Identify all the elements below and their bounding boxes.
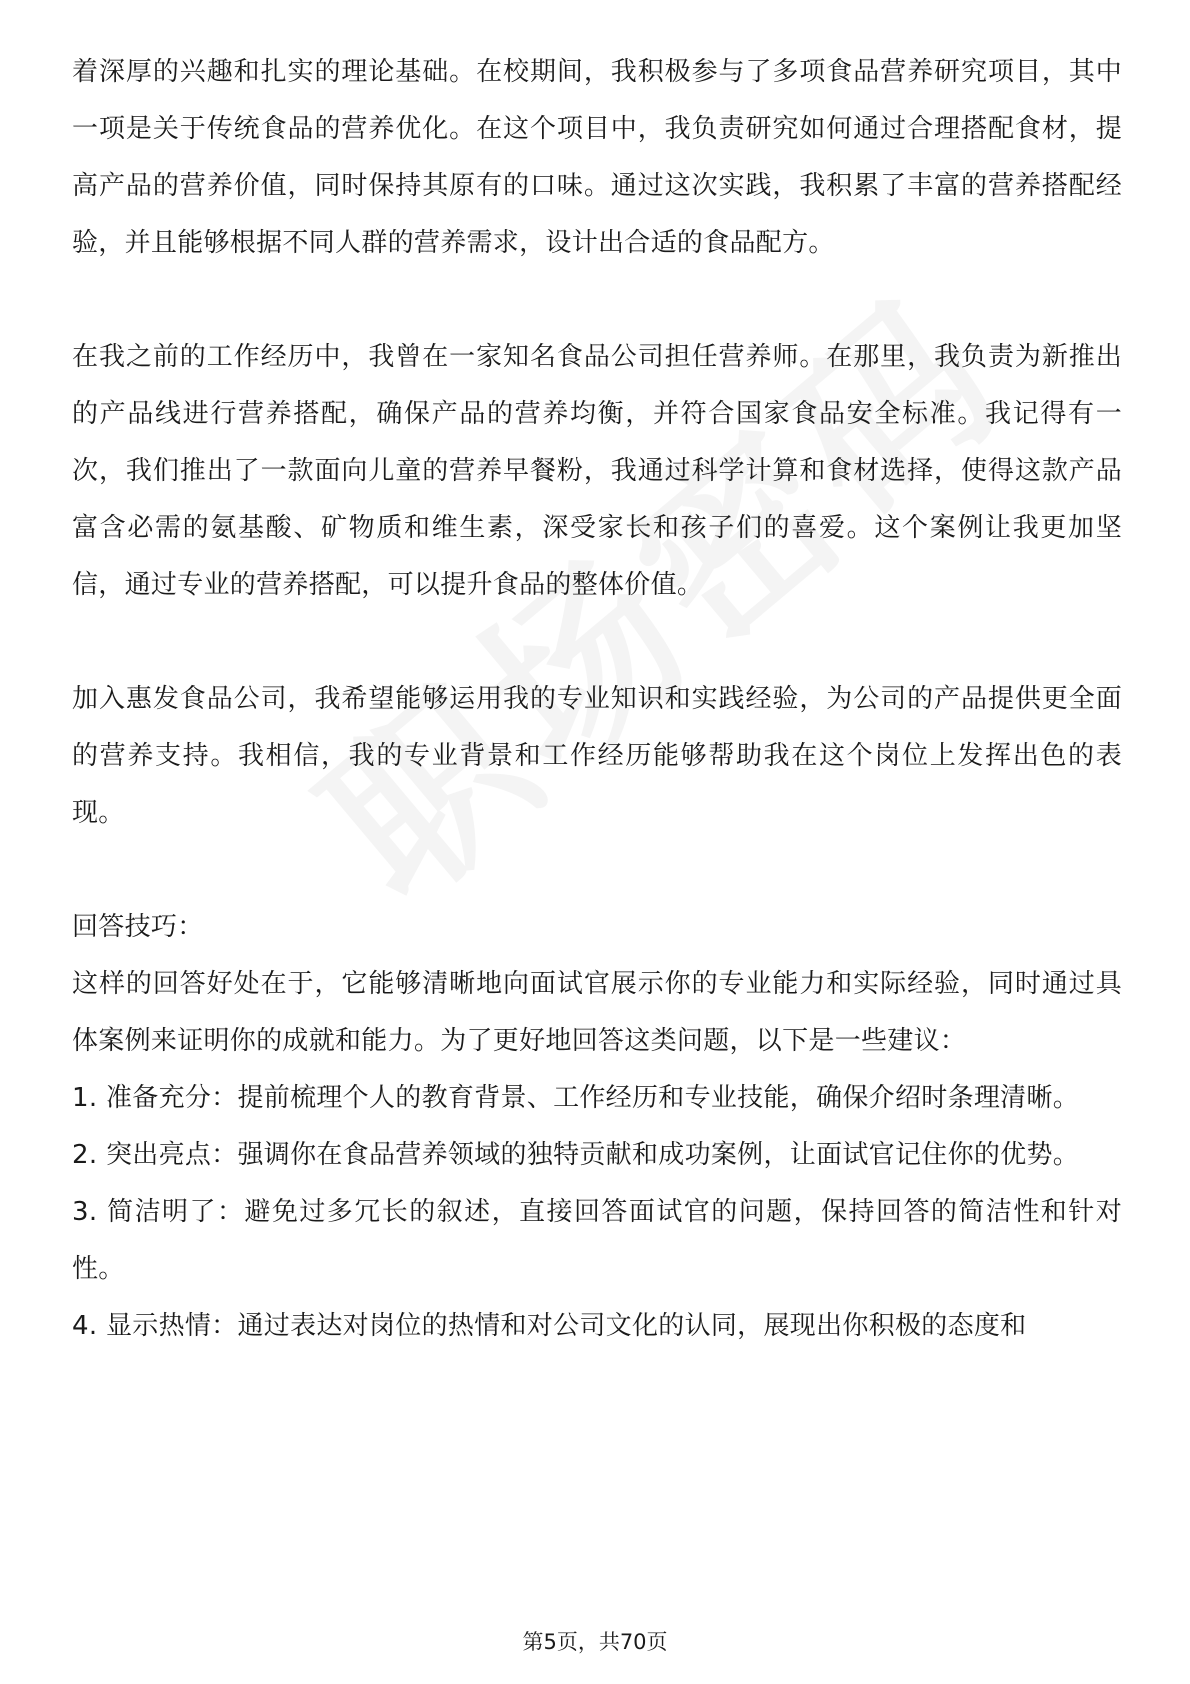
tip-item-2: 2. 突出亮点：强调你在食品营养领域的独特贡献和成功案例，让面试官记住你的优势。 [72, 1140, 1080, 1170]
tip-item-1: 1. 准备充分：提前梳理个人的教育背景、工作经历和专业技能，确保介绍时条理清晰。 [72, 1083, 1080, 1113]
page-number: 第5页，共70页 [522, 1630, 668, 1654]
paragraph-gap [72, 272, 1122, 329]
paragraph-work-experience: 在我之前的工作经历中，我曾在一家知名食品公司担任营养师。在那里，我负责为新推出的产品线进行营养搭配，确保产品的营养均衡，并符合国家食品安全标准。我记得有一次，我们推出了一款面向儿童的营养早餐粉，我通过科学计算和食材选择，使得这款产品富含必需的氨基酸、矿物质和维生素，深受家长和孩子们的喜爱。这个案例让我更加坚信，通过专业的营养搭配，可以提升食品的整体价值。 [72, 342, 1122, 600]
document-body [72, 44, 1122, 1355]
tip-item-4: 4. 显示热情：通过表达对岗位的热情和对公司文化的认同，展现出你积极的态度和 [72, 1311, 1027, 1341]
tip-item-3: 3. 简洁明了：避免过多冗长的叙述，直接回答面试官的问题，保持回答的简洁性和针对性。 [72, 1197, 1122, 1284]
paragraph-gap [72, 614, 1122, 671]
tips-intro: 这样的回答好处在于，它能够清晰地向面试官展示你的专业能力和实际经验，同时通过具体案例来证明你的成就和能力。为了更好地回答这类问题，以下是一些建议： [72, 969, 1122, 1056]
paragraph-education: 着深厚的兴趣和扎实的理论基础。在校期间，我积极参与了多项食品营养研究项目，其中一项是关于传统食品的营养优化。在这个项目中，我负责研究如何通过合理搭配食材，提高产品的营养价值，同时保持其原有的口味。通过这次实践，我积累了丰富的营养搭配经验，并且能够根据不同人群的营养需求，设计出合适的食品配方。 [72, 57, 1122, 258]
tips-heading: 回答技巧： [72, 912, 204, 942]
paragraph-gap [72, 842, 1122, 899]
paragraph-motivation: 加入惠发食品公司，我希望能够运用我的专业知识和实践经验，为公司的产品提供更全面的营养支持。我相信，我的专业背景和工作经历能够帮助我在这个岗位上发挥出色的表现。 [72, 684, 1122, 828]
